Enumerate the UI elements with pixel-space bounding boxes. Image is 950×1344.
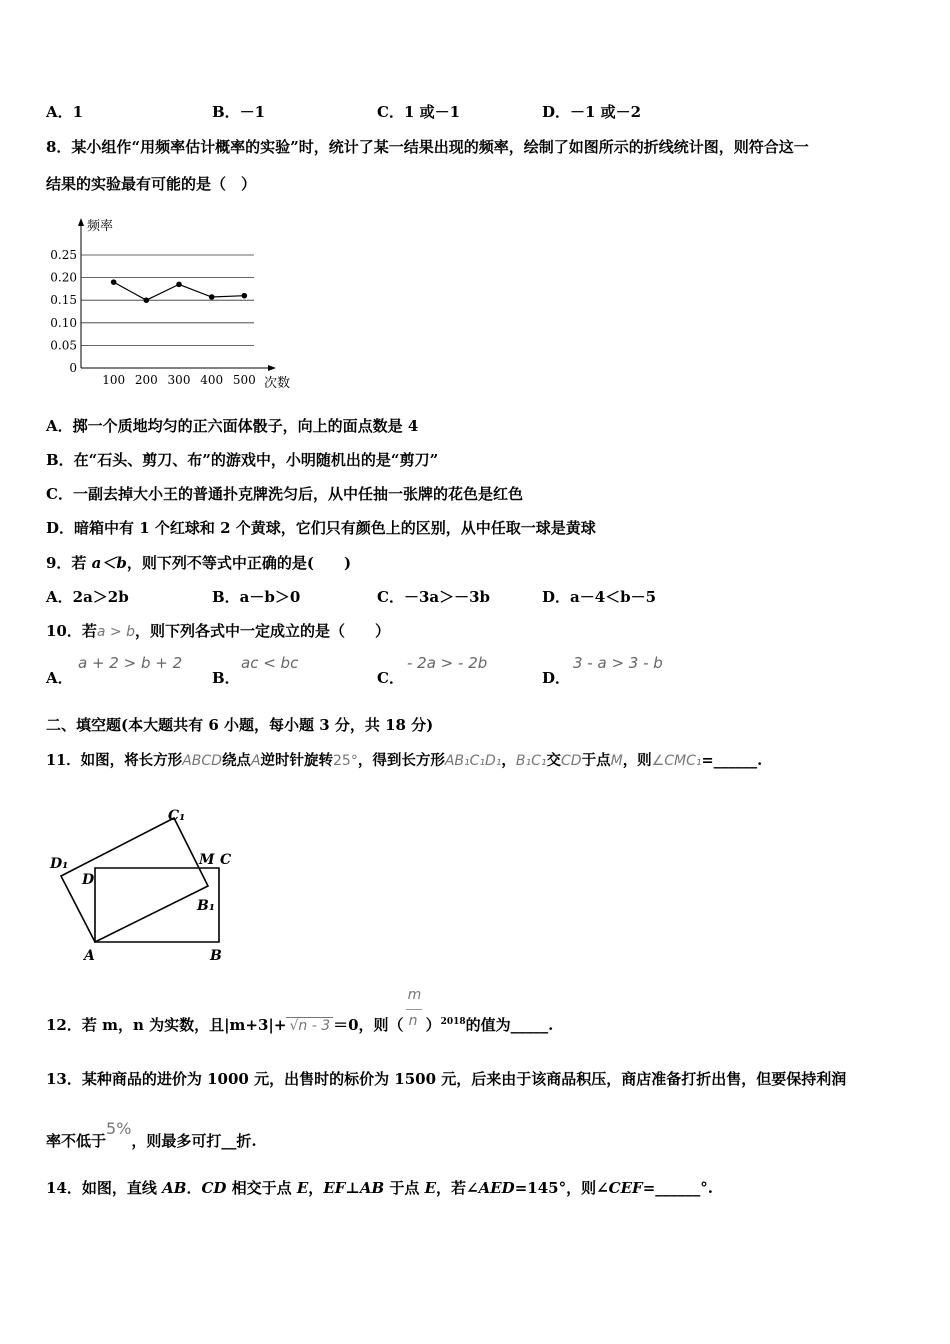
q11-text-4: ，得到长方形 xyxy=(357,752,445,769)
q11-text-5: ， xyxy=(501,752,516,769)
q11-stem xyxy=(46,751,762,771)
q11-math-6: CD xyxy=(561,753,582,769)
q14-math-1: AB xyxy=(162,1179,187,1197)
q11-answer-blank: ______ xyxy=(713,752,758,769)
q8-option-a: A．掷一个质地均匀的正六面体骰子，向上的面点数是 4 xyxy=(46,417,419,435)
x-tick-label: 100 xyxy=(102,373,126,387)
q13-text-1: 率不低于 xyxy=(46,1132,107,1150)
y-axis-arrow-icon xyxy=(78,218,84,226)
q11-math-7: M xyxy=(610,753,623,769)
y-tick-label: 0.25 xyxy=(50,248,77,262)
q7-option-a: A．1 xyxy=(46,103,84,121)
q10-formula-d-text: 3 - a > 3 - b xyxy=(573,654,663,672)
data-point xyxy=(176,282,182,288)
q14-text-6: 于点 xyxy=(384,1179,425,1197)
q14-math-4: EF xyxy=(323,1179,346,1197)
x-tick-label: 400 xyxy=(200,373,224,387)
q14-math-8: CEF xyxy=(608,1179,643,1197)
label-c: C xyxy=(220,852,232,868)
q11-text-7: 于点 xyxy=(581,752,611,769)
q14-math-5: AB xyxy=(359,1179,385,1197)
q14-answer-blank: ______ xyxy=(655,1179,701,1197)
q11-text-9: = xyxy=(701,752,714,769)
q12-exponent: 2018 xyxy=(440,1017,466,1027)
q12-text-4: 的值为 xyxy=(465,1016,511,1034)
frequency-line-chart xyxy=(40,210,300,390)
q10-formula-d xyxy=(573,653,663,673)
q10-prefix: 10．若 xyxy=(46,622,97,640)
section-title: 二、填空题(本大题共有 6 小题，每小题 3 分，共 18 分) xyxy=(46,716,434,734)
sqrt-sign-icon: √ xyxy=(289,1018,299,1034)
q9-suffix: ，则下列不等式中正确的是( ) xyxy=(126,554,352,572)
q9-condition: a＜b xyxy=(91,554,127,572)
x-tick-label: 200 xyxy=(134,373,158,387)
q10-suffix: ，则下列各式中一定成立的是（ ） xyxy=(134,622,390,640)
q12-text-3: ） xyxy=(425,1016,441,1034)
label-b: B xyxy=(210,948,222,964)
q10-formula-a xyxy=(78,653,182,673)
x-axis-arrow-icon xyxy=(268,365,276,371)
q10-formula-b-text: ac < bc xyxy=(241,654,299,672)
q8-stem-line1: 8．某小组作“用频率估计概率的实验”时，统计了某一结果出现的频率，绘制了如图所示的折线统计图，则符合这一 xyxy=(46,138,809,156)
q9-stem xyxy=(46,553,351,573)
q14-stem xyxy=(46,1178,713,1198)
q9-option-b: B．a－b＞0 xyxy=(212,588,301,606)
q7-option-c: C．1 或－1 xyxy=(377,103,461,121)
x-axis-title: 次数 xyxy=(264,376,291,390)
q9-prefix: 9．若 xyxy=(46,554,92,572)
q12-text-2: ＝0，则（ xyxy=(333,1016,404,1034)
q11-text-10: . xyxy=(757,752,763,769)
label-b1: B₁ xyxy=(197,898,215,914)
q12-denominator: n xyxy=(408,1013,418,1029)
q8-stem-line2: 结果的实验最有可能的是（ ） xyxy=(46,175,257,193)
q10-stem xyxy=(46,621,390,642)
q10-condition: a > b xyxy=(96,624,135,640)
q12-text-5: . xyxy=(548,1016,554,1034)
q14-text-1: 14．如图，直线 xyxy=(46,1179,163,1197)
q7-option-d: D．－1 或－2 xyxy=(542,103,642,121)
y-tick-label: 0.20 xyxy=(50,270,77,285)
q11-text-8: ，则 xyxy=(622,752,652,769)
q14-math-6: E xyxy=(424,1179,437,1197)
q14-text-5: ⊥ xyxy=(345,1179,360,1197)
label-d: D xyxy=(82,872,95,888)
q11-math-4: AB₁C₁D₁ xyxy=(444,753,502,769)
q10-formula-c-text: - 2a > - 2b xyxy=(407,654,488,672)
q14-text-3: 相交于点 xyxy=(226,1179,297,1197)
q11-text-6: 交 xyxy=(546,752,562,769)
rectangle-rotation-figure xyxy=(44,806,244,966)
q8-option-b: B．在“石头、剪刀、布”的游戏中，小明随机出的是“剪刀” xyxy=(46,451,439,469)
q10-formula-c xyxy=(407,653,487,673)
q13-text-3: 折. xyxy=(236,1132,257,1150)
q12-numerator: m xyxy=(407,987,422,1003)
q10-label-a: A． xyxy=(46,669,73,687)
label-d1: D₁ xyxy=(50,856,69,872)
x-tick-label: 500 xyxy=(232,373,256,387)
q11-math-5: B₁C₁ xyxy=(515,753,547,769)
q13-percent: 5% xyxy=(106,1119,132,1138)
data-point xyxy=(209,294,215,300)
label-c1: C₁ xyxy=(168,808,186,824)
q14-text-7: ，若∠ xyxy=(436,1179,479,1197)
q14-text-9: = xyxy=(642,1179,656,1197)
q8-option-c: C．一副去掉大小王的普通扑克牌洗匀后，从中任抽一张牌的花色是红色 xyxy=(46,485,523,503)
q14-math-7: AED xyxy=(478,1179,515,1197)
q12-fraction xyxy=(404,987,426,1030)
y-tick-label: 0 xyxy=(69,361,77,375)
q9-option-a: A．2a＞2b xyxy=(46,588,129,606)
fraction-bar xyxy=(406,1009,422,1010)
q13-text-2: ，则最多可打 xyxy=(131,1132,222,1150)
q10-label-d: D． xyxy=(542,669,571,687)
q12-text-1: 12．若 m，n 为实数，且|m+3|+ xyxy=(46,1016,287,1034)
q13-answer-blank: __ xyxy=(221,1132,237,1150)
q12-answer-blank: _____ xyxy=(510,1016,549,1034)
q14-text-10: °. xyxy=(700,1179,713,1197)
q10-formula-b xyxy=(241,653,298,673)
q11-text-1: 11．如图，将长方形 xyxy=(46,752,183,769)
q13-stem-line1: 13．某种商品的进价为 1000 元，出售时的标价为 1500 元，后来由于该商品积压，商店准备打折出售，但要保持利润 xyxy=(46,1070,847,1088)
sqrt-radicand xyxy=(286,1017,333,1034)
data-point xyxy=(144,297,150,303)
q14-math-2: CD xyxy=(201,1179,227,1197)
q9-option-d: D．a－4＜b－5 xyxy=(542,588,657,606)
q8-option-d: D．暗箱中有 1 个红球和 2 个黄球，它们只有颜色上的区别，从中任取一球是黄球 xyxy=(46,519,596,537)
q14-math-3: E xyxy=(296,1179,309,1197)
q11-math-2: A xyxy=(250,753,261,769)
y-tick-label: 0.10 xyxy=(50,315,77,330)
y-tick-label: 0.15 xyxy=(50,293,77,308)
q11-text-2: 绕点 xyxy=(221,752,251,769)
data-point xyxy=(242,293,248,299)
q11-math-8: ∠CMC₁ xyxy=(651,753,702,769)
q11-math-1: ABCD xyxy=(182,753,222,769)
q7-option-b: B．－1 xyxy=(212,103,266,121)
q14-text-2: ． xyxy=(186,1179,202,1197)
q10-label-b: B． xyxy=(212,669,240,687)
q12-stem xyxy=(46,987,554,1036)
q13-stem-line2 xyxy=(46,1119,257,1151)
q11-text-3: 逆时针旋转 xyxy=(260,752,334,769)
label-a: A xyxy=(84,948,95,964)
data-point xyxy=(111,279,117,285)
q14-text-4: ， xyxy=(308,1179,324,1197)
q9-option-c: C．－3a＞－3b xyxy=(377,588,491,606)
y-tick-label: 0.05 xyxy=(50,338,77,353)
q10-label-c: C． xyxy=(377,669,404,687)
label-m: M xyxy=(199,852,215,868)
q11-math-3: 25° xyxy=(333,753,358,769)
x-tick-label: 300 xyxy=(167,373,191,387)
q14-text-8: =145°，则∠ xyxy=(514,1179,609,1197)
q10-formula-a-text: a + 2 > b + 2 xyxy=(78,654,183,672)
q12-radicand: n - 3 xyxy=(298,1018,331,1034)
y-axis-title: 频率 xyxy=(87,219,114,234)
